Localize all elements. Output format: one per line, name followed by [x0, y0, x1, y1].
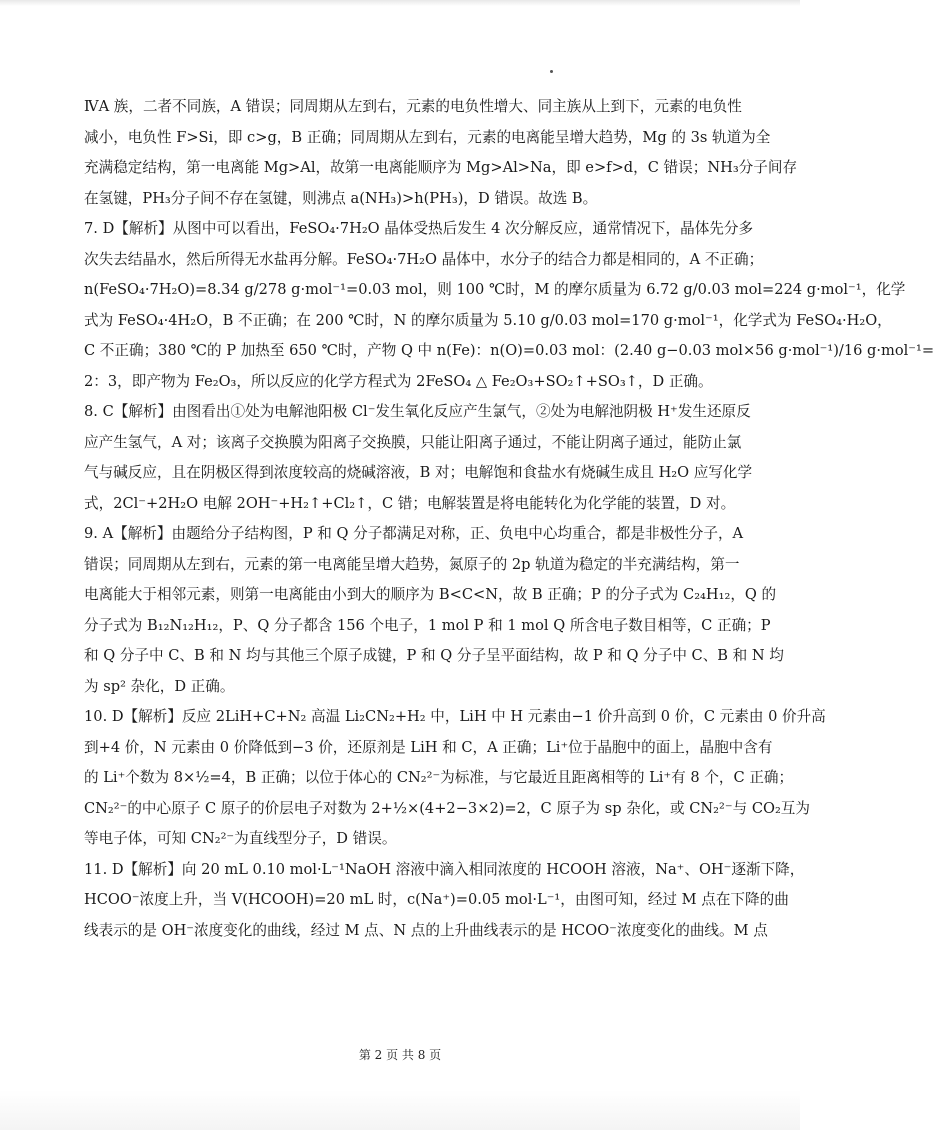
text-line: 式，2Cl⁻+2H₂O 电解 2OH⁻+H₂↑+Cl₂↑，C 错；电解装置是将电能转化为化学能的装置，D 对。	[84, 494, 736, 512]
page-footer: 第 2 页 共 8 页	[358, 1048, 442, 1062]
text-line: 气与碱反应，且在阴极区得到浓度较高的烧碱溶液，B 对；电解饱和食盐水有烧碱生成且 H₂O 应写化学	[84, 464, 753, 481]
scan-dot-mark	[550, 70, 553, 73]
scan-top-edge	[0, 0, 800, 6]
text-line: 和 Q 分子中 C、B 和 N 均与其他三个原子成键，P 和 Q 分子呈平面结构，故 P 和 Q 分子中 C、B 和 N 均	[84, 647, 784, 664]
text-line: n(FeSO₄·7H₂O)=8.34 g/278 g·mol⁻¹=0.03 mol，则 100 ℃时，M 的摩尔质量为 6.72 g/0.03 mol=224 g·mol⁻¹，化学	[84, 281, 906, 298]
text-line: 线表示的是 OH⁻浓度变化的曲线，经过 M 点、N 点的上升曲线表示的是 HCOO⁻浓度变化的曲线。M 点	[84, 921, 768, 939]
text-line: 充满稳定结构，第一电离能 Mg>Al，故第一电离能顺序为 Mg>Al>Na，即 e>f>d，C 错误；NH₃分子间存	[84, 159, 798, 176]
question-8-line: 8. C【解析】由图看出①处为电解池阳极 Cl⁻发生氧化反应产生氯气，②处为电解池阴极 H⁺发生还原反	[84, 403, 751, 420]
question-7-line: 7. D【解析】从图中可以看出，FeSO₄·7H₂O 晶体受热后发生 4 次分解反应，通常情况下，晶体先分多	[84, 220, 754, 237]
text-line: 式为 FeSO₄·4H₂O，B 不正确；在 200 ℃时，N 的摩尔质量为 5.10 g/0.03 mol=170 g·mol⁻¹，化学式为 FeSO₄·H₂O，	[84, 311, 892, 329]
text-line: 次失去结晶水，然后所得无水盐再分解。FeSO₄·7H₂O 晶体中，水分子的结合力都是相同的，A 不正确；	[84, 250, 764, 268]
text-line: 错误；同周期从左到右，元素的第一电离能呈增大趋势，氮原子的 2p 轨道为稳定的半充满结构，第一	[84, 555, 740, 573]
text-line: CN₂²⁻的中心原子 C 原子的价层电子对数为 2+½×(4+2−3×2)=2，C 原子为 sp 杂化，或 CN₂²⁻与 CO₂互为	[84, 799, 810, 817]
question-9-line: 9. A【解析】由题给分子结构图，P 和 Q 分子都满足对称，正、负电中心均重合，都是非极性分子，A	[84, 525, 744, 542]
text-line: 等电子体，可知 CN₂²⁻为直线型分子，D 错误。	[84, 830, 397, 847]
scan-bottom-edge	[0, 1090, 800, 1130]
text-line: C 不正确；380 ℃的 P 加热至 650 ℃时，产物 Q 中 n(Fe)：n(O)=0.03 mol：(2.40 g−0.03 mol×56 g·mol⁻¹)/16 g·mol⁻¹=	[84, 342, 934, 359]
text-line: 到+4 价，N 元素由 0 价降低到−3 价，还原剂是 LiH 和 C，A 正确；Li⁺位于晶胞中的面上，晶胞中含有	[84, 738, 773, 756]
text-line: 在氢键，PH₃分子间不存在氢键，则沸点 a(NH₃)>h(PH₃)，D 错误。故选 B。	[84, 189, 598, 207]
text-line: 电离能大于相邻元素，则第一电离能由小到大的顺序为 B<C<N，故 B 正确；P 的分子式为 C₂₄H₁₂，Q 的	[84, 586, 777, 603]
answer-explanations	[84, 92, 934, 946]
question-11-line: 11. D【解析】向 20 mL 0.10 mol·L⁻¹NaOH 溶液中滴入相同浓度的 HCOOH 溶液，Na⁺、OH⁻逐渐下降，	[84, 860, 805, 878]
text-line: 为 sp² 杂化，D 正确。	[84, 677, 235, 695]
text-line: 应产生氢气，A 对；该离子交换膜为阳离子交换膜，只能让阳离子通过，不能让阴离子通过，能防止氯	[84, 433, 742, 451]
text-line: 2：3，即产物为 Fe₂O₃，所以反应的化学方程式为 2FeSO₄ △ Fe₂O₃+SO₂↑+SO₃↑，D 正确。	[84, 372, 713, 390]
text-line: HCOO⁻浓度上升，当 V(HCOOH)=20 mL 时，c(Na⁺)=0.05 mol·L⁻¹，由图可知，经过 M 点在下降的曲	[84, 891, 789, 908]
text-line: 减小，电负性 F>Si，即 c>g，B 正确；同周期从左到右，元素的电离能呈增大趋势，Mg 的 3s 轨道为全	[84, 128, 771, 146]
text-line: ⅣA 族，二者不同族，A 错误；同周期从左到右，元素的电负性增大、同主族从上到下，元素的电负性	[84, 98, 742, 115]
text-line: 的 Li⁺个数为 8×½=4，B 正确；以位于体心的 CN₂²⁻为标准，与它最近且距离相等的 Li⁺有 8 个，C 正确；	[84, 769, 794, 786]
question-10-line: 10. D【解析】反应 2LiH+C+N₂ 高温 Li₂CN₂+H₂ 中，LiH 中 H 元素由−1 价升高到 0 价，C 元素由 0 价升高	[84, 708, 826, 725]
text-line: 分子式为 B₁₂N₁₂H₁₂，P、Q 分子都含 156 个电子，1 mol P 和 1 mol Q 所含电子数目相等，C 正确；P	[84, 616, 771, 634]
